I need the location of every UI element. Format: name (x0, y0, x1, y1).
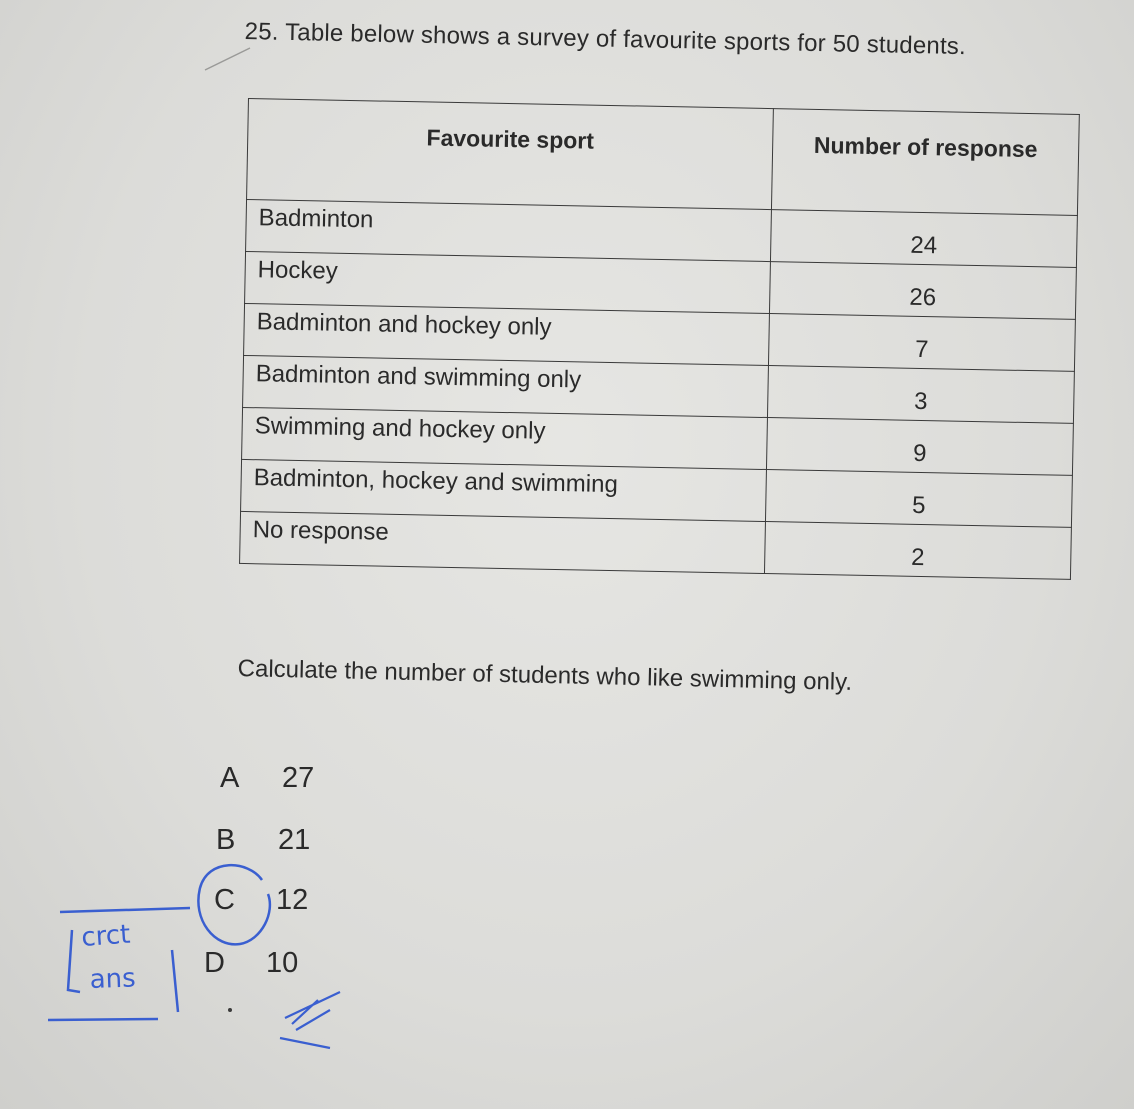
table-cell-sport: Badminton, hockey and swimming (241, 459, 767, 521)
table-cell-count: 9 (766, 418, 1073, 476)
table-cell-count: 3 (767, 366, 1074, 424)
table-header-row (247, 99, 1080, 216)
table-cell-sport: Badminton (246, 199, 772, 261)
option-value: 10 (266, 947, 299, 979)
table-cell-sport: Badminton and swimming only (243, 355, 769, 417)
table-cell-count: 26 (769, 262, 1076, 320)
option-value: 27 (282, 762, 315, 794)
table-cell-sport: Swimming and hockey only (242, 407, 768, 469)
note-line-1: crct (80, 919, 132, 953)
table-cell-count: 7 (768, 314, 1075, 372)
table-cell-count: 24 (770, 210, 1077, 268)
survey-table (239, 98, 1080, 580)
option-letter: B (216, 824, 236, 856)
option-letter: D (204, 947, 225, 979)
option-a[interactable] (220, 762, 314, 795)
option-d[interactable] (204, 947, 298, 980)
table-cell-count: 2 (764, 522, 1071, 580)
option-value: 12 (276, 884, 309, 916)
header-number-of-response: Number of response (771, 109, 1079, 216)
survey-table-container (239, 98, 1080, 580)
table-cell-sport: Hockey (245, 251, 771, 313)
table-cell-sport: No response (240, 511, 766, 573)
option-letter: A (220, 762, 240, 794)
question-prompt: Calculate the number of students who like swimming only. (237, 655, 853, 696)
option-c[interactable] (214, 884, 308, 917)
option-b[interactable] (216, 824, 310, 857)
table-cell-sport: Badminton and hockey only (244, 303, 770, 365)
option-letter: C (214, 884, 235, 916)
question-title: 25. Table below shows a survey of favourite sports for 50 students. (244, 18, 967, 61)
note-line-2: ans (89, 963, 137, 995)
header-favourite-sport: Favourite sport (247, 99, 774, 210)
table-cell-count: 5 (765, 470, 1072, 528)
option-value: 21 (278, 824, 311, 856)
